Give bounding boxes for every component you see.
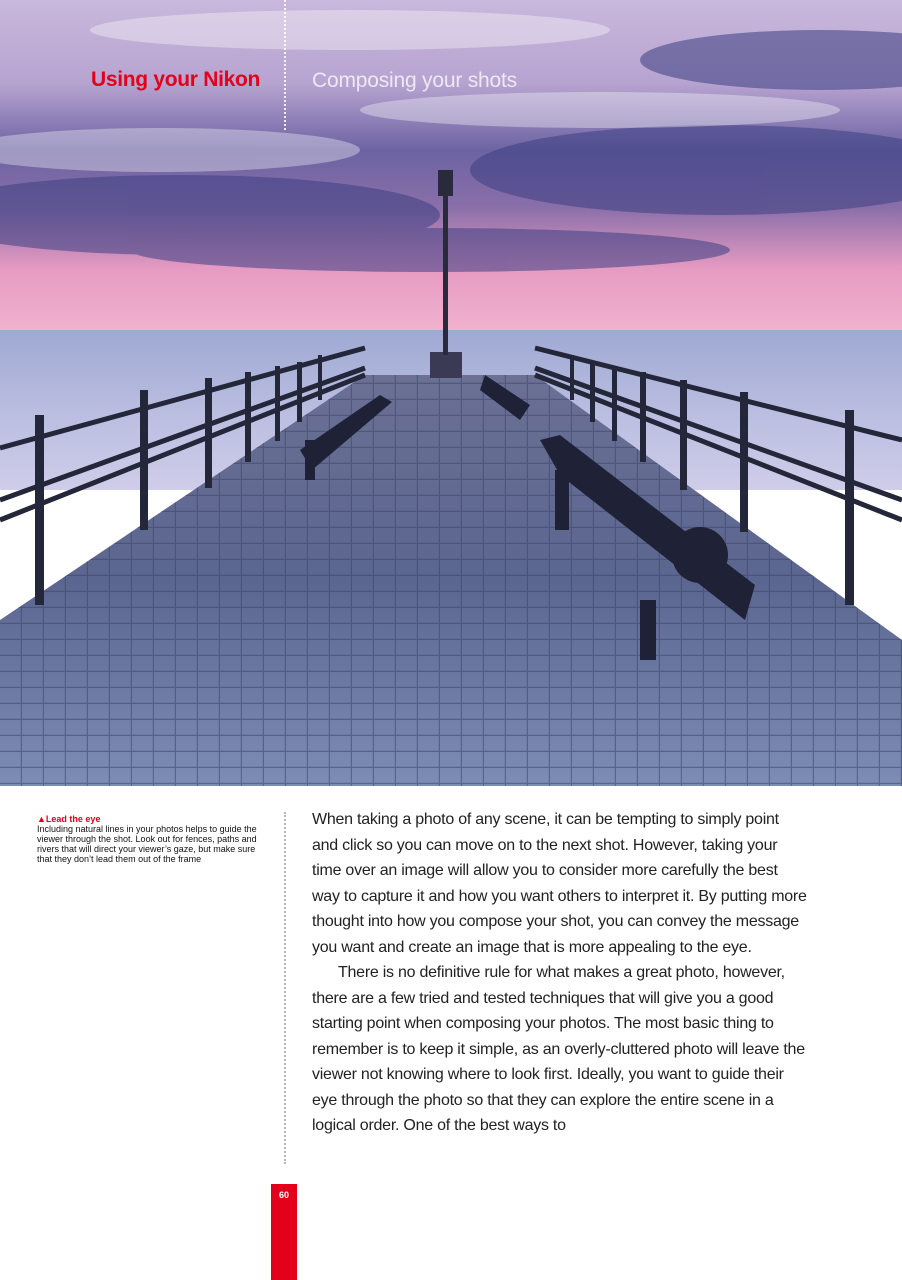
magazine-section-title: Using your Nikon [91, 68, 261, 91]
caption-title: Lead the eye [45, 814, 101, 824]
page-number-tab [271, 1184, 297, 1280]
column-divider [284, 812, 286, 1164]
up-triangle-icon: ▲ [37, 814, 46, 824]
article-title: Composing your shots [312, 69, 517, 92]
caption-heading [37, 814, 259, 824]
paragraph: There is no definitive rule for what makes a great photo, however, there are a few tried and tested techniques that will give you a good starting point when composing your photos. The most basic thing to remember is to keep it simple, as an overly-cluttered photo will leave the viewer not knowing where to look first. Ideally, you want to guide their eye through the photo so that they can explore the entire scene in a logical order. One of the best ways to [312, 964, 805, 1134]
header-divider [284, 0, 286, 130]
article-body [312, 807, 807, 1139]
page-number: 60 [278, 1190, 289, 1200]
paragraph: When taking a photo of any scene, it can be tempting to simply point and click so you can move on to the next shot. However, taking your time over an image will allow you to consider more carefully the best way to capture it and how you want others to interpret it. By putting more thought into how you compose your shot, you can convey the message you want and create an image that is more appealing to the eye. [312, 811, 807, 956]
photo-caption [37, 814, 259, 864]
caption-text: Including natural lines in your photos helps to guide the viewer through the shot. Look out for fences, paths and rivers that will direct your viewer’s gaze, but make sure that they don’t lead them out of the frame [37, 824, 257, 864]
